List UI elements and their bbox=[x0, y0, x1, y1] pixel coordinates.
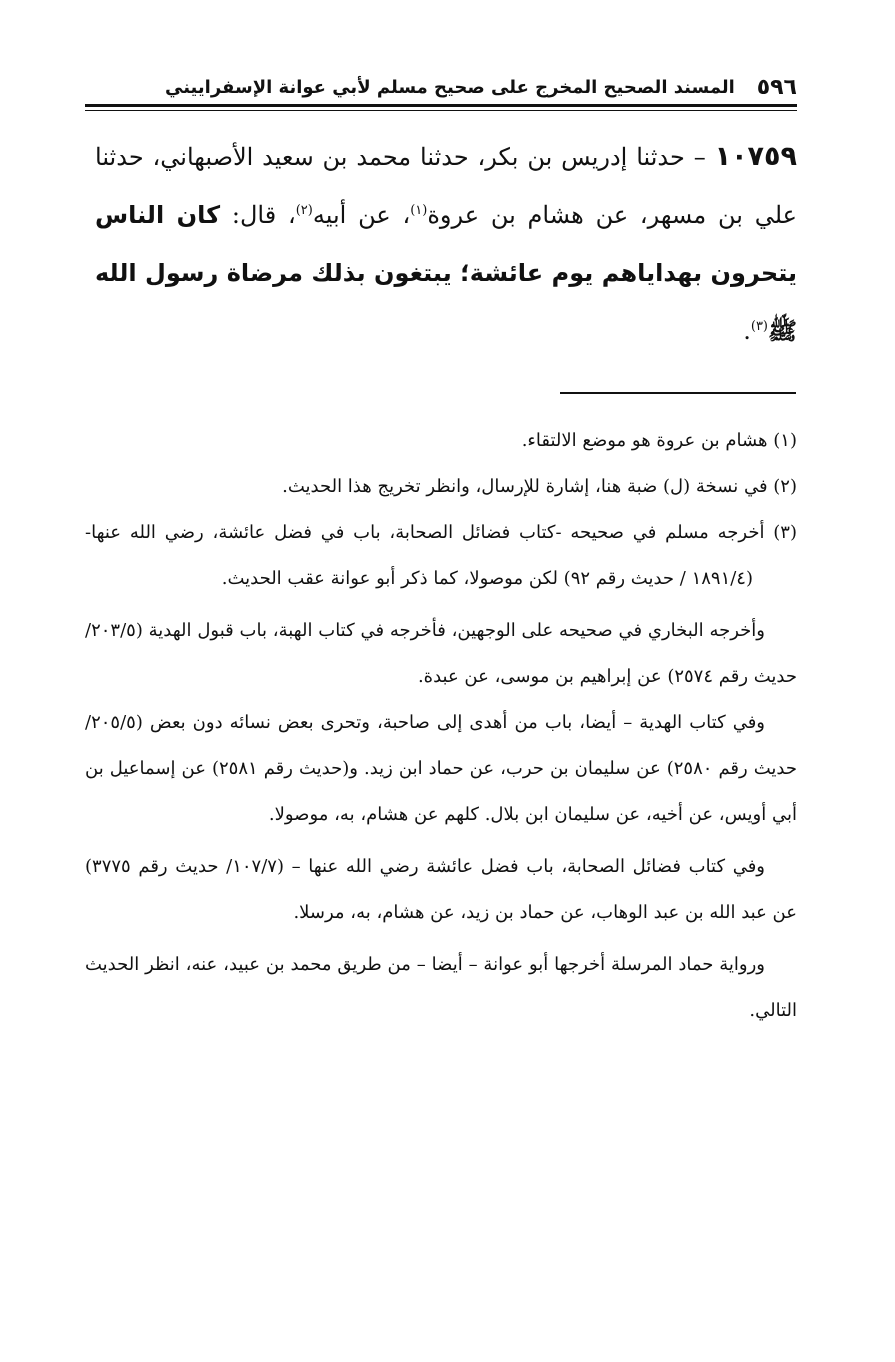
hadith-dash: – bbox=[684, 143, 715, 171]
footnote-separator bbox=[560, 392, 796, 394]
footnote-3: (٣) أخرجه مسلم في صحيحه -كتاب فضائل الصحابة، باب في فضل عائشة، رضي الله عنها- (١٨٩١/٤ / حديث رقم ٩٢) لكن موصولا، كما ذكر أبو عوانة عقب الحديث. bbox=[85, 522, 797, 589]
isnad-segment-1: حدثنا إدريس بن بكر، حدثنا محمد بن سعيد الأصبهاني، حدثنا علي بن مسهر، عن هشام بن عروة bbox=[95, 143, 797, 229]
footnote-paragraph-3: وفي كتاب فضائل الصحابة، باب فضل عائشة رضي الله عنها – (١٠٧/٧/ حديث رقم ٣٧٧٥) عن عبد الله بن عبد الوهاب، عن حماد بن زيد، عن هشام، به، مرسلا. bbox=[85, 856, 797, 923]
header-rule-thin bbox=[85, 110, 797, 111]
footnote-1: (١) هشام بن عروة هو موضع الالتقاء. bbox=[521, 430, 797, 451]
footnote-2: (٢) في نسخة (ل) ضبة هنا، إشارة للإرسال، وانظر تخريج هذا الحديث. bbox=[282, 476, 797, 497]
footnote-ref-2: (٢) bbox=[295, 203, 313, 218]
matn-text: كان الناس يتحرون بهداياهم يوم عائشة؛ يبتغون بذلك مرضاة رسول الله ﷺ bbox=[95, 201, 797, 345]
footnote-ref-1: (١) bbox=[410, 203, 428, 218]
footnote-ref-3: (٣) bbox=[750, 319, 768, 334]
running-title: المسند الصحيح المخرج على صحيح مسلم لأبي عوانة الإسفراييني bbox=[165, 76, 735, 98]
footnotes bbox=[85, 418, 797, 1034]
page-header bbox=[85, 72, 797, 102]
page-number: ٥٩٦ bbox=[756, 74, 797, 100]
header-rule-thick bbox=[85, 104, 797, 107]
hadith-end: . bbox=[743, 317, 751, 345]
isnad-segment-2: ، عن أبيه bbox=[312, 201, 411, 229]
hadith-number: ١٠٧٥٩ bbox=[714, 141, 797, 172]
footnote-paragraph-2: وفي كتاب الهدية – أيضا، باب من أهدى إلى صاحبة، وتحرى بعض نسائه دون بعض (٢٠٥/٥/ حديث رقم ٢٥٨٠) عن سليمان بن حرب، عن حماد ابن زيد. و(حديث رقم ٢٥٨١) عن إسماعيل بن أبي أويس، عن أخيه، عن سليمان ابن بلال. كلهم عن هشام، به، موصولا. bbox=[85, 712, 798, 825]
hadith-text bbox=[95, 128, 797, 360]
isnad-segment-3: ، قال: bbox=[220, 201, 296, 229]
footnote-paragraph-4: ورواية حماد المرسلة أخرجها أبو عوانة – أيضا – من طريق محمد بن عبيد، عنه، انظر الحديث التالي. bbox=[85, 954, 797, 1021]
footnote-paragraph-1: وأخرجه البخاري في صحيحه على الوجهين، فأخرجه في كتاب الهبة، باب قبول الهدية (٢٠٣/٥/ حديث رقم ٢٥٧٤) عن إبراهيم بن موسى، عن عبدة. bbox=[85, 620, 797, 687]
